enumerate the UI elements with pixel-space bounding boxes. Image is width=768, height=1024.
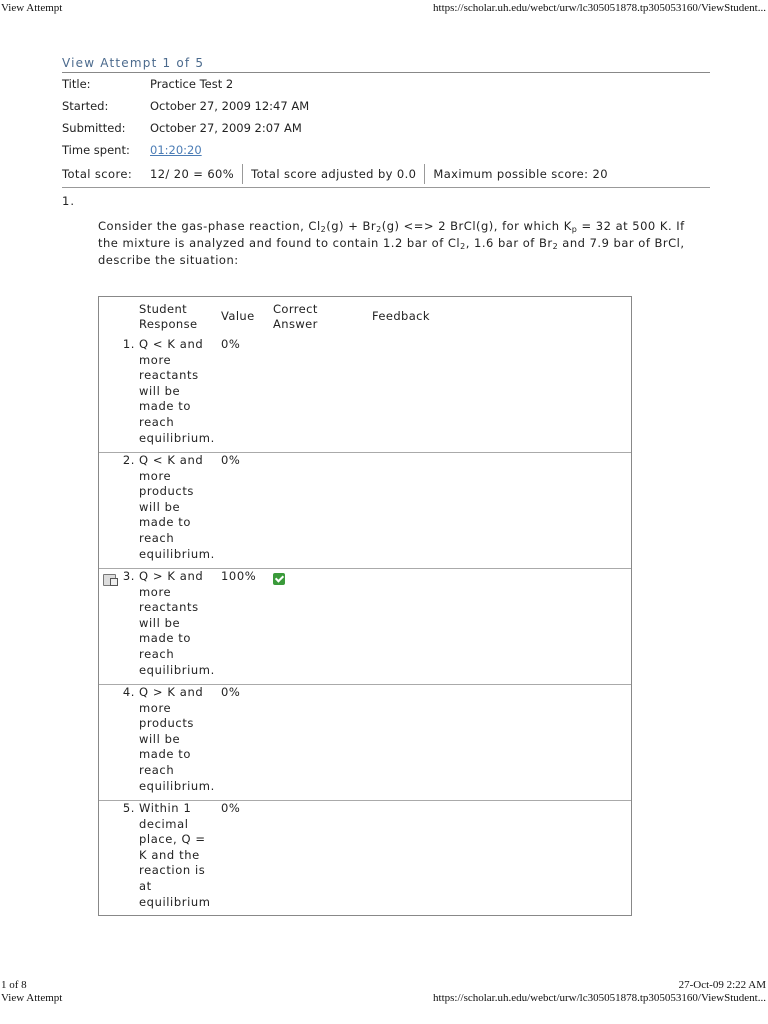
response-text-line: at [139,878,152,893]
response-number: 4. [122,685,135,699]
attempt-panel [62,56,710,269]
title-value: Practice Test 2 [150,77,234,91]
response-text [139,569,219,678]
response-text-line: more [139,468,172,483]
response-row [99,685,631,801]
started-value: October 27, 2009 12:47 AM [150,99,310,113]
response-row [99,801,631,916]
response-text-line: reaction is [139,863,206,878]
response-text-line: made to [139,515,192,530]
response-text-line: made to [139,747,192,762]
value-header: Value [221,309,255,323]
next-page-title: View Attempt [1,992,63,1004]
response-number: 3. [122,569,135,583]
response-text-line: will be [139,383,181,398]
response-row [99,337,631,453]
response-text-line: more [139,584,172,599]
response-value: 100% [221,569,257,583]
title-label: Title: [62,77,91,91]
response-text-line: Q > K and [139,685,204,699]
response-text [139,685,219,794]
response-text-line: equilibrium. [139,430,215,445]
submitted-value: October 27, 2009 2:07 AM [150,121,302,135]
response-text-line: more [139,700,172,715]
print-header-title: View Attempt [1,2,63,14]
next-page-url: https://scholar.uh.edu/webct/urw/lc305051878.tp305053160/ViewStudent... [433,992,766,1004]
response-text-line: equilibrium [139,894,211,909]
response-number: 2. [122,453,135,467]
response-text-line: equilibrium. [139,546,215,561]
response-text [139,801,219,910]
response-text-line: reach [139,646,175,661]
print-header-url: https://scholar.uh.edu/webct/urw/lc305051878.tp305053160/ViewStudent... [433,2,766,14]
divider [424,164,425,184]
question-text: Consider the gas-phase reaction, $Cl_2(g) + Br_2(g)$ <=> 2 BrCl(g), for which $K_p = 32$ at 500 K. If the mixture is analyzed and found to contain 1.2 bar of $Cl_2$, 1.6 bar of $Br_2$ and 7.9 bar of BrCl, describe the situation: [98,219,685,267]
maximum-score: Maximum possible score: 20 [433,167,608,181]
total-score-label: Total score: [62,167,133,181]
response-text [139,453,219,562]
score-adjusted: Total score adjusted by 0.0 [251,167,417,181]
divider [242,164,243,184]
response-value: 0% [221,801,241,815]
correct-answer-header: Correct Answer [273,302,318,331]
time-spent-link[interactable]: 01:20:20 [150,143,202,157]
response-text-line: Within 1 [139,801,192,815]
info-row-title [62,73,309,95]
question-number: 1. [62,194,75,208]
response-text-line: will be [139,731,181,746]
response-text-line: reactants [139,368,199,383]
response-text-line: Q > K and [139,569,204,583]
info-row-submitted [62,117,309,139]
page-title: View Attempt 1 of 5 [62,56,710,73]
response-text-line: place, Q = [139,832,206,847]
time-spent-label: Time spent: [62,143,130,157]
response-text-line: reach [139,414,175,429]
page-number: 1 of 8 [1,979,27,991]
response-text-line: will be [139,615,181,630]
response-number: 5. [122,801,135,815]
checkmark-icon [273,573,285,585]
response-text-line: will be [139,499,181,514]
response-value: 0% [221,337,241,351]
response-text-line: reach [139,762,175,777]
response-text-line: made to [139,631,192,646]
started-label: Started: [62,99,109,113]
response-row [99,453,631,569]
response-text-line: made to [139,399,192,414]
attempt-info-table [62,73,309,161]
response-number: 1. [122,337,135,351]
response-text-line: products [139,484,195,499]
feedback-header: Feedback [372,309,430,323]
response-text-line: reactants [139,600,199,615]
info-row-started [62,95,309,117]
response-table [98,296,632,916]
response-text-line: Q < K and [139,453,204,467]
print-datetime: 27-Oct-09 2:22 AM [678,979,766,991]
response-text-line: decimal [139,816,189,831]
response-text-line: products [139,716,195,731]
student-response-header: Student Response [139,302,198,331]
response-text-line: more [139,352,172,367]
response-value: 0% [221,685,241,699]
response-table-header [99,297,631,337]
response-value: 0% [221,453,241,467]
submitted-label: Submitted: [62,121,126,135]
response-text [139,337,219,446]
response-row [99,569,631,685]
response-text-line: equilibrium. [139,662,215,677]
total-score-value: 12/ 20 = 60% [150,167,235,181]
response-text-line: reach [139,530,175,545]
response-text-line: K and the [139,847,200,862]
total-score-row [62,161,710,188]
info-row-time [62,139,309,161]
response-text-line: equilibrium. [139,778,215,793]
response-text-line: Q < K and [139,337,204,351]
